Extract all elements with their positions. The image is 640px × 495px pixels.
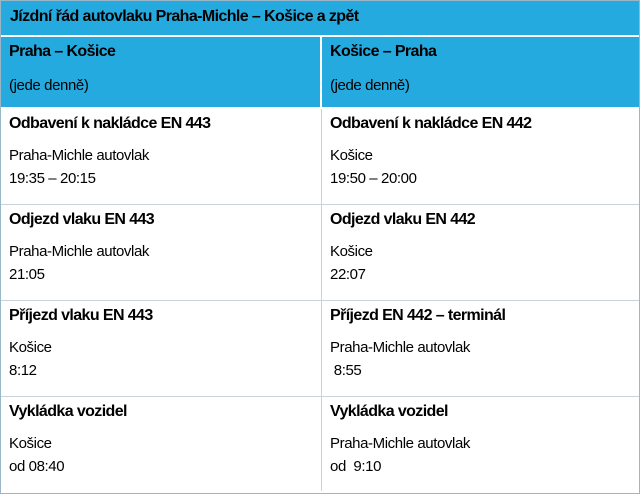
step-label: Vykládka vozidel <box>330 403 448 420</box>
station-label: Praha-Michle autovlak <box>330 435 471 452</box>
station-label: Praha-Michle autovlak <box>9 147 150 164</box>
table-cell <box>1 397 322 491</box>
table-cell <box>322 397 639 491</box>
frequency-label: (jede denně) <box>9 77 89 94</box>
step-label: Příjezd vlaku EN 443 <box>9 307 153 324</box>
table-row-arrival <box>1 301 639 397</box>
station-label: Praha-Michle autovlak <box>9 243 150 260</box>
frequency-label: (jede denně) <box>330 77 410 94</box>
route-label: Praha – Košice <box>9 43 116 60</box>
time-value: od 9:10 <box>330 458 382 475</box>
direction-header-row <box>1 37 639 109</box>
direction-praha-kosice-header <box>1 37 322 107</box>
route-label: Košice – Praha <box>330 43 437 60</box>
station-label: Praha-Michle autovlak <box>330 339 471 356</box>
step-label: Odbavení k nakládce EN 443 <box>9 115 211 132</box>
station-label: Košice <box>330 147 373 164</box>
time-value: 8:55 <box>330 362 362 379</box>
step-label: Odjezd vlaku EN 443 <box>9 211 155 228</box>
step-label: Odjezd vlaku EN 442 <box>330 211 476 228</box>
timetable-title: Jízdní řád autovlaku Praha-Michle – Košice a zpět <box>1 1 639 37</box>
table-cell <box>1 109 322 204</box>
direction-kosice-praha-header <box>322 37 639 107</box>
time-value: 19:50 – 20:00 <box>330 170 417 187</box>
step-label: Příjezd EN 442 – terminál <box>330 307 506 324</box>
table-cell <box>322 109 639 204</box>
table-row-unloading <box>1 397 639 491</box>
station-label: Košice <box>330 243 373 260</box>
table-row-check-in <box>1 109 639 205</box>
station-label: Košice <box>9 435 52 452</box>
step-label: Vykládka vozidel <box>9 403 127 420</box>
time-value: 21:05 <box>9 266 45 283</box>
table-cell <box>1 301 322 396</box>
time-value: 19:35 – 20:15 <box>9 170 96 187</box>
time-value: od 08:40 <box>9 458 65 475</box>
station-label: Košice <box>9 339 52 356</box>
table-cell <box>322 205 639 300</box>
step-label: Odbavení k nakládce EN 442 <box>330 115 532 132</box>
table-cell <box>322 301 639 396</box>
table-row-departure <box>1 205 639 301</box>
table-cell <box>1 205 322 300</box>
time-value: 22:07 <box>330 266 366 283</box>
time-value: 8:12 <box>9 362 37 379</box>
